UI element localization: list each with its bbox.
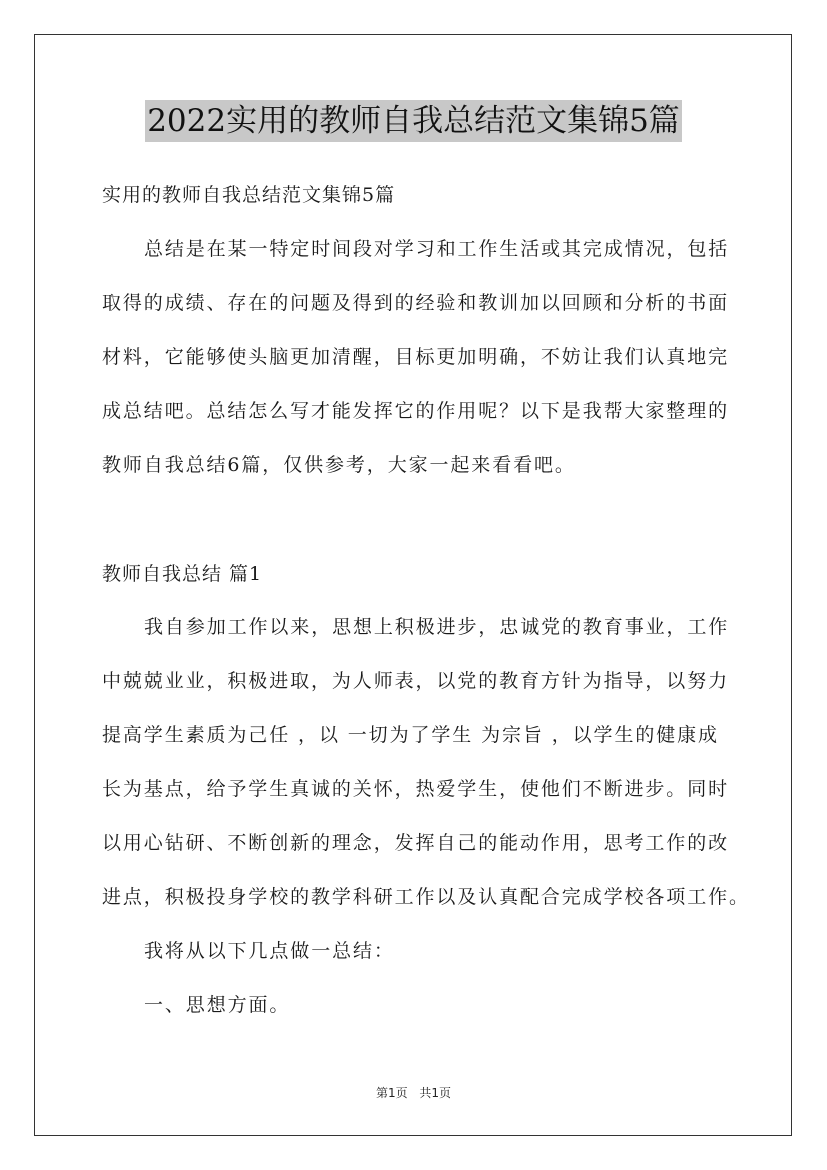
- paragraph-line: 教师自我总结6篇，仅供参考，大家一起来看看吧。: [102, 454, 576, 476]
- document-subtitle: 实用的教师自我总结范文集锦5篇: [102, 184, 396, 206]
- intro-paragraph: [102, 222, 742, 492]
- section-paragraph: [102, 600, 750, 1032]
- paragraph-line: 长为基点，给予学生真诚的关怀，热爱学生，使他们不断进步。同时: [102, 778, 730, 800]
- page-total: 共1页: [419, 1086, 452, 1100]
- page-footer: [0, 1084, 827, 1101]
- paragraph-line: 我自参加工作以来，思想上积极进步，忠诚党的教育事业，工作: [144, 616, 730, 638]
- section-heading: 教师自我总结 篇1: [102, 563, 263, 585]
- document-title: 2022实用的教师自我总结范文集锦5篇: [145, 100, 682, 142]
- paragraph-line: 提高学生素质为己任 ，以 一切为了学生 为宗旨 ，以学生的健康成: [102, 724, 719, 746]
- paragraph-line: 进点，积极投身学校的教学科研工作以及认真配合完成学校各项工作。: [102, 886, 750, 908]
- point-one-heading: 一、思想方面。: [144, 994, 291, 1016]
- paragraph-line: 成总结吧。总结怎么写才能发挥它的作用呢？以下是我帮大家整理的: [102, 400, 730, 422]
- page-number: 第1页: [375, 1086, 408, 1100]
- paragraph-line: 中兢兢业业，积极进取，为人师表，以党的教育方针为指导，以努力: [102, 670, 730, 692]
- paragraph-line: 材料，它能够使头脑更加清醒，目标更加明确，不妨让我们认真地完: [102, 346, 730, 368]
- title-container: [0, 100, 827, 142]
- paragraph-line: 取得的成绩、存在的问题及得到的经验和教训加以回顾和分析的书面: [102, 292, 730, 314]
- paragraph-line: 总结是在某一特定时间段对学习和工作生活或其完成情况，包括: [144, 238, 730, 260]
- paragraph-line: 以用心钻研、不断创新的理念，发挥自己的能动作用，思考工作的改: [102, 832, 730, 854]
- summary-intro: 我将从以下几点做一总结：: [144, 940, 395, 962]
